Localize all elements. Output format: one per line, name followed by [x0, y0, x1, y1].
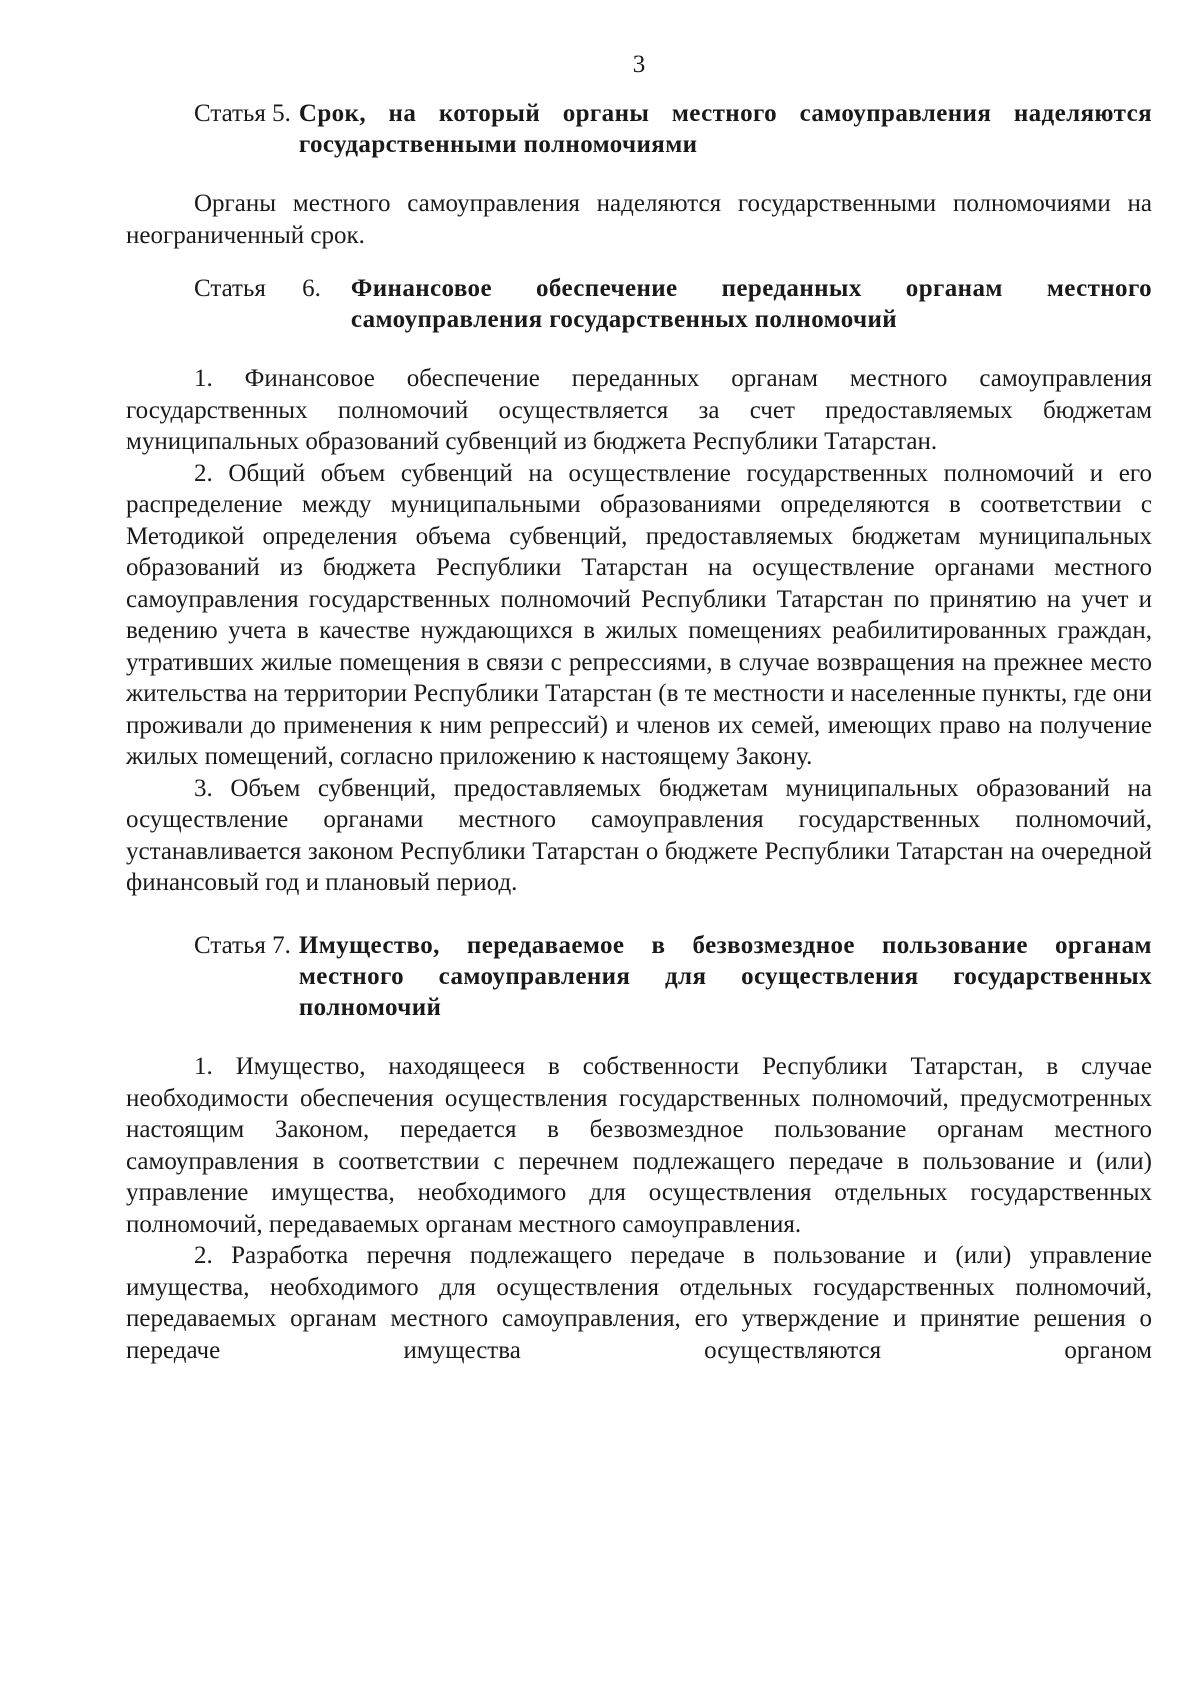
article-6	[126, 273, 1152, 899]
page-number: 3	[632, 51, 646, 78]
article-5	[126, 98, 1152, 251]
article-paragraph: 1. Имущество, находящееся в собственности Республики Татарстан, в случае необходимости обеспечения осуществления государственных полномочий, предусмотренных настоящим Законом, передается в безвозмездное пользование органам местного самоуправления в соответствии с перечнем подлежащего передаче в пользование и (или) управление имущества, необходимого для осуществления отдельных государственных полномочий, передаваемых органам местного самоуправления.	[126, 1053, 1152, 1238]
article-paragraph: 2. Разработка перечня подлежащего передаче в пользование и (или) управление имущества, необходимого для осуществления отдельных государственных полномочий, передаваемых органам местного самоуправления, его утверждение и принятие решения о передаче имущества осуществляются органом	[126, 1242, 1152, 1364]
article-paragraph: 1. Финансовое обеспечение переданных органам местного самоуправления государственных полномочий осуществляется за счет предоставляемых бюджетам муниципальных образований субвенций из бюджета Республики Татарстан.	[126, 365, 1152, 455]
article-label: Статья 5.	[194, 100, 291, 127]
article-paragraph: 3. Объем субвенций, предоставляемых бюджетам муниципальных образований на осуществление органами местного самоуправления государственных полномочий, устанавливается законом Республики Татарстан о бюджете Республики Татарстан на очередной финансовый год и плановый период.	[126, 774, 1152, 896]
article-paragraph: 2. Общий объем субвенций на осуществление государственных полномочий и его распределение между муниципальными образованиями определяются в соответствии с Методикой определения объема субвенций, предоставляемых бюджетам муниципальных образований из бюджета Республики Татарстан на осуществление органами местного самоуправления государственных полномочий Республики Татарстан по принятию на учет и ведению учета в качестве нуждающихся в жилых помещениях реабилитированных граждан, утративших жилые помещения в связи с репрессиями, в случае возвращения на прежнее место жительства на территории Республики Татарстан (в те местности и населенные пункты, где они проживали до применения к ним репрессий) и членов их семей, имеющих право на получение жилых помещений, согласно приложению к настоящему Закону.	[126, 459, 1152, 770]
article-title: Имущество, передаваемое в безвозмездное пользование органам местного самоуправления для осуществления государственных полномочий	[298, 932, 1152, 1021]
article-paragraph: Органы местного самоуправления наделяются государственными полномочиями на неограниченный срок.	[126, 190, 1152, 249]
article-heading	[126, 273, 1152, 335]
article-heading	[126, 98, 1152, 160]
article-title: Срок, на который органы местного самоуправления наделяются государственными полномочиями	[298, 100, 1152, 158]
article-heading	[126, 930, 1152, 1023]
article-label: Статья 6.	[194, 275, 321, 302]
article-title: Финансовое обеспечение переданных органам местного самоуправления государственных полномочий	[350, 275, 1152, 333]
article-7	[126, 930, 1152, 1366]
article-label: Статья 7.	[194, 932, 291, 959]
